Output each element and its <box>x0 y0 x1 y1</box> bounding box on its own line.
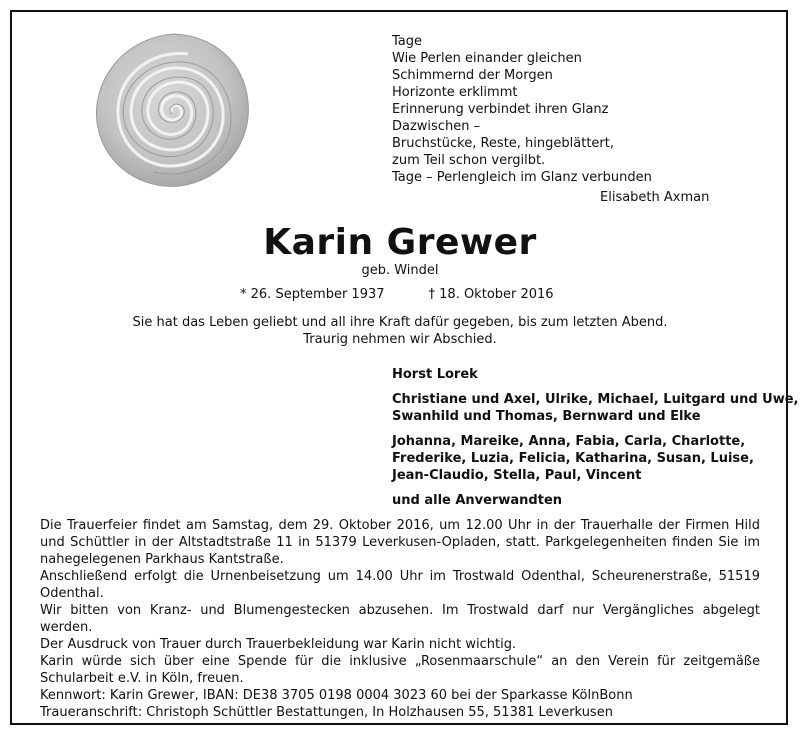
poem-line: Tage – Perlengleich im Glanz verbunden <box>392 170 652 185</box>
mourners-list <box>392 366 799 517</box>
mourner-line: Christiane und Axel, Ulrike, Michael, Luitgard und Uwe, <box>392 392 799 407</box>
mourner-line: Johanna, Mareike, Anna, Fabia, Carla, Charlotte, <box>392 434 746 449</box>
mourner-group <box>392 492 772 509</box>
clothing-note: Der Ausdruck von Trauer durch Trauerbekleidung war Karin nicht wichtig. <box>40 637 517 652</box>
mourner-line: Horst Lorek <box>392 367 478 382</box>
poem-line: Dazwischen – <box>392 119 481 134</box>
life-dates <box>240 287 554 302</box>
motto-line: Traurig nehmen wir Abschied. <box>303 332 497 347</box>
death-date: † 18. Oktober 2016 <box>428 287 554 302</box>
birth-name: geb. Windel <box>361 263 439 278</box>
deceased-name: Karin Grewer <box>263 222 537 263</box>
wreath-note: Wir bitten von Kranz- und Blumengestecken abzusehen. Im Trostwald darf nur Vergängliches abgelegt werden. <box>40 603 760 635</box>
donation-note: Karin würde sich über eine Spende für die inklusive „Rosenmaarschule“ an den Verein für zeitgemäße Schularbeit e.V. in Köln, freuen. <box>40 654 760 686</box>
mourner-group <box>392 391 799 425</box>
motto-line: Sie hat das Leben geliebt und all ihre Kraft dafür gegeben, bis zum letzten Abend. <box>132 315 668 330</box>
poem-line: zum Teil schon vergilbt. <box>392 153 546 168</box>
mourner-line: Frederike, Luzia, Felicia, Katharina, Susan, Luise, <box>392 451 754 466</box>
mourner-line: Swanhild und Thomas, Bernward und Elke <box>392 409 701 424</box>
mourner-group <box>392 433 772 484</box>
bank-account: Kennwort: Karin Grewer, IBAN: DE38 3705 0198 0004 3023 60 bei der Sparkasse KölnBonn <box>40 688 633 703</box>
poem-line: Erinnerung verbindet ihren Glanz <box>392 102 609 117</box>
funeral-info: Die Trauerfeier findet am Samstag, dem 29. Oktober 2016, um 12.00 Uhr in der Trauerhalle der Firmen Hild und Schüttler in der Altstadtstraße 11 in 51379 Leverkusen-Opladen, statt. Parkgelegenheiten finden Sie im nahegelegenen Parkhaus Kantstraße. <box>40 518 760 567</box>
spiral-stone-image <box>92 30 252 190</box>
poem-line: Horizonte erklimmt <box>392 85 518 100</box>
mourner-line: und alle Anverwandten <box>392 493 563 508</box>
poem-line: Tage <box>392 34 423 49</box>
poem-line: Schimmernd der Morgen <box>392 68 553 83</box>
motto <box>0 314 800 348</box>
mourning-address: Traueranschrift: Christoph Schüttler Bestattungen, In Holzhausen 55, 51381 Leverkusen <box>40 705 613 720</box>
poem-author: Elisabeth Axman <box>600 190 710 205</box>
burial-info: Anschließend erfolgt die Urnenbeisetzung um 14.00 Uhr im Trostwald Odenthal, Scheurenerstraße, 51519 Odenthal. <box>40 569 760 601</box>
mourner-line: Jean-Claudio, Stella, Paul, Vincent <box>392 468 642 483</box>
mourner-group <box>392 366 772 383</box>
poem <box>392 33 752 186</box>
poem-line: Wie Perlen einander gleichen <box>392 51 582 66</box>
funeral-details <box>40 517 760 721</box>
birth-date: * 26. September 1937 <box>240 287 385 302</box>
poem-line: Bruchstücke, Reste, hingeblättert, <box>392 136 614 151</box>
